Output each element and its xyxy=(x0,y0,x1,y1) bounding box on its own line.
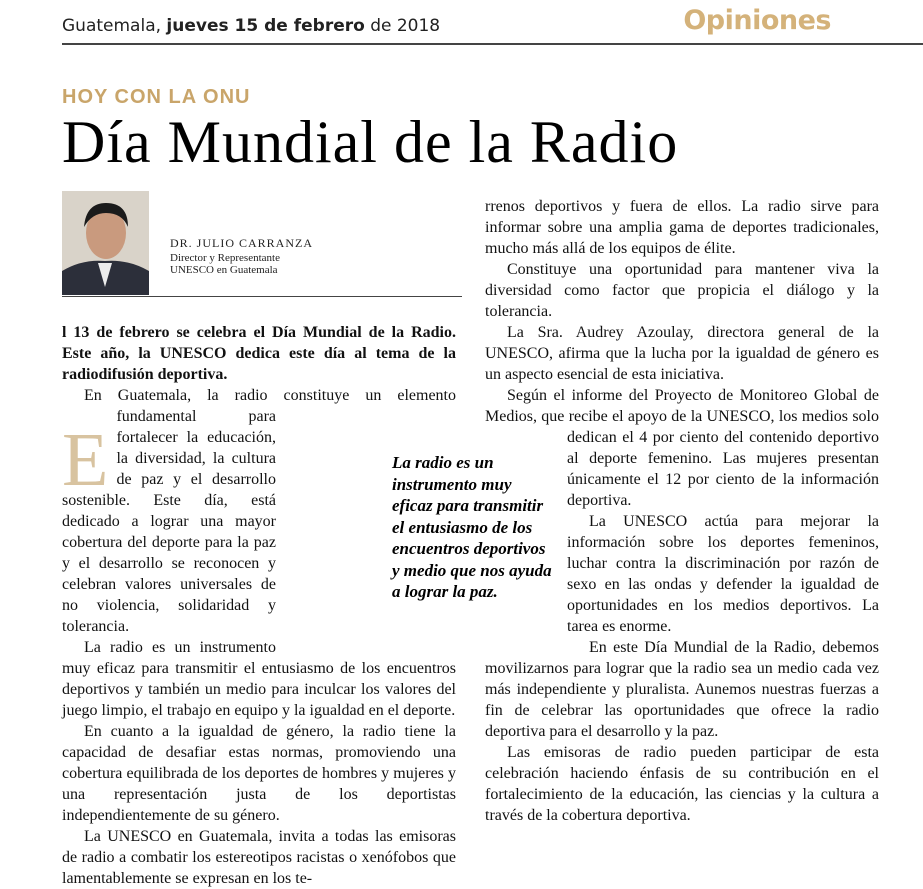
lead-paragraph: l 13 de febrero se celebra el Día Mundial de la Radio. Este año, la UNESCO dedica este día al tema de la radiodifusión deportiva. xyxy=(62,324,456,383)
masthead xyxy=(0,0,923,48)
dateline xyxy=(62,16,440,36)
paragraph-7: La Sra. Audrey Azoulay, directora general de la UNESCO, afirma que la lucha por la igualdad de género es un aspecto esencial de esta iniciativa. xyxy=(485,324,879,383)
article-headline: Día Mundial de la Radio xyxy=(62,109,679,175)
author-name: DR. JULIO CARRANZA xyxy=(170,236,314,250)
author-role-line-2: UNESCO en Guatemala xyxy=(170,264,278,276)
author-role xyxy=(170,252,370,276)
paragraph-9: La UNESCO actúa para mejorar la información sobre los deportes femeninos, luchar contra la discriminación por razón de sexo en las ondas y defender la igualdad de oportunidades en los medios deportivos. La tarea es enorme. xyxy=(567,513,879,635)
article-kicker: HOY CON LA ONU xyxy=(62,86,251,108)
paragraph-11: Las emisoras de radio pueden participar de esta celebración haciendo énfasis de su contribución en el fortalecimiento de la educación, las ciencias y la cultura a través de la cobertura deportiva. xyxy=(485,744,879,824)
masthead-rule xyxy=(62,43,923,45)
section-title: Opiniones xyxy=(683,5,831,36)
author-portrait-icon xyxy=(62,191,149,295)
dateline-date: jueves 15 de febrero xyxy=(166,16,365,36)
paragraph-1: En Guatemala, la radio constituye un elemento fundamental para fortalecer la educación, la diversidad, la cultura de paz y el desarrollo sostenible. Este día, está dedicado a lograr una mayor cobertura del deporte para la paz y el desarrollo se reconocen y celebran valores universales de no violencia, solidaridad y tolerancia. xyxy=(62,387,456,635)
drop-cap: E xyxy=(62,418,109,502)
byline-rule xyxy=(62,296,462,297)
author-photo xyxy=(62,191,149,295)
paragraph-4: La UNESCO en Guatemala, invita a todas las emisoras de radio a combatir los estereotipos racistas o xenófobos que lamentablemente se expresan en los te- xyxy=(62,828,456,887)
paragraph-10: En este Día Mundial de la Radio, debemos movilizarnos para lograr que la radio sea un medio cada vez más independiente y pluralista. Aunemos nuestras fuerzas a fin de celebrar las oportunidades que ofrece la radio deportiva para el desarrollo y la paz. xyxy=(485,639,879,740)
author-role-line-1: Director y Representante xyxy=(170,252,280,264)
paragraph-5: rrenos deportivos y fuera de ellos. La radio sirve para informar sobre una amplia gama de deportes tradicionales, mucho más allá de los equipos de élite. xyxy=(485,198,879,257)
dateline-year: de 2018 xyxy=(370,16,441,36)
paragraph-6: Constituye una oportunidad para mantener viva la diversidad como factor que propicia el diálogo y la tolerancia. xyxy=(485,261,879,320)
paragraph-3: En cuanto a la igualdad de género, la radio tiene la capacidad de desafiar estas normas, promoviendo una cobertura equilibrada de los deportes de hombres y mujeres y una representación justa de los deportistas independientemente de su género. xyxy=(62,723,456,824)
paragraph-8: Según el informe del Proyecto de Monitoreo Global de Medios, que recibe el apoyo de la UNESCO, los medios solo dedican el 4 por ciento del contenido deportivo al deporte femenino. Las mujeres presentan únicamente el 12 por ciento de la información deportiva. xyxy=(485,387,879,509)
article-column-left xyxy=(62,322,456,889)
paragraph-2: La radio es un instrumento muy eficaz para transmitir el entusiasmo de los encuentros deportivos y también un medio para inculcar los valores del juego limpio, el trabajo en equipo y la igualdad en el deporte. xyxy=(62,639,456,719)
pull-quote: La radio es un instrumento muy eficaz para transmitir el entusiasmo de los encuentros deportivos y medio que nos ayuda a lograr la paz. xyxy=(392,453,552,601)
dateline-place: Guatemala, xyxy=(62,16,162,36)
